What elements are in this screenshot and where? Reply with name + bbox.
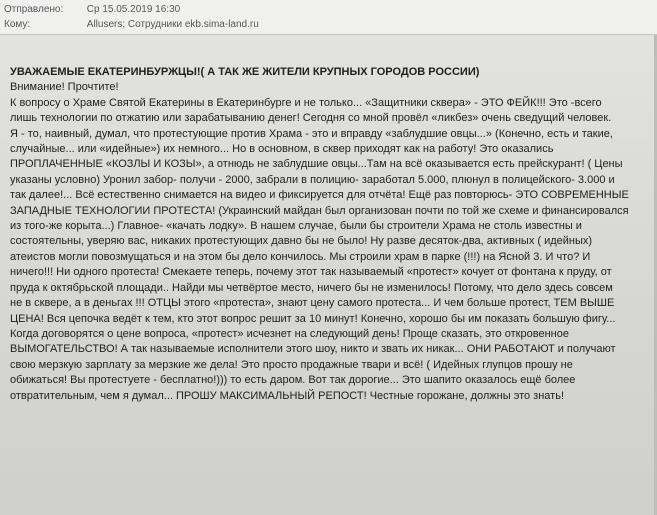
message-line: из того-же корыта...) Главное- «качать лодку». В нашем случае, были бы строители Храма не столь известны и	[10, 220, 582, 233]
message-line: не в сквере, а в деньгах !!! ОТЦЫ этого «протеста», знают цену самого протеста... И чем больше протест, ТЕМ ВЫШЕ	[10, 297, 615, 310]
message-line: Я - то, наивный, думал, что протестующие против Храма - это и вправду «заблудшие овцы...» (Конечно, есть и такие,	[10, 127, 613, 140]
message-line: ЦЕНА! Вся цепочка ведёт к тем, кто этот вопрос решит за 10 минут! Конечно, хорошо бы им показать большую фигу...	[10, 312, 616, 325]
message-line: свою мерзкую зарплату за мерзкие же дела! Это просто продажные твари и всё! ( Идейных глупцов прошу не	[10, 358, 573, 371]
message-line: состоятельны, уверяю вас, никаких протестующих давно бы не было! Ну разве десяток-два, активных ( идейных)	[10, 235, 593, 248]
message-line: ничего!!! Ни одного протеста! Смекаете теперь, почему этот так называемый «протест» кочует от фонтана к пруду, от	[10, 266, 612, 279]
message-line: так далее!... Всё естественно снимается на видео и фиксируется для отчёта! Ещё раз повторюсь- ЭТО СОВРЕМЕННЫЕ	[10, 189, 629, 202]
message-line: ВЫМОГАТЕЛЬСТВО! А так называемые исполнители этого шоу, никто и звать их никак... ОНИ РАБОТАЮТ и получают	[10, 343, 616, 356]
message-line: лишь технологии по отжатию или зарабатыванию денег! Сегодня со мной провёл «ликбез» очень сведущий человек.	[10, 112, 612, 125]
message-line: атеистов могли повозмущаться и на этом бы дело кончилось. Мы строили храм в парке (!!!) на Ясной 3. И что? И	[10, 250, 591, 263]
message-line: Внимание! Прочтите!	[10, 81, 119, 94]
message-line: отвратительным, чем я думал... ПРОШУ МАКСИМАЛЬНЫЙ РЕПОСТ! Честные горожане, должны это знать!	[10, 389, 564, 402]
message-line: ЗАПАДНЫЕ ТЕХНОЛОГИИ ПРОТЕСТА! (Украинский майдан был организован почти по той же схеме и финансировался	[10, 204, 629, 217]
to-label: Кому:	[4, 19, 31, 30]
sent-row	[4, 2, 180, 17]
message-line: случайные... или «идейные») их немного... Но в основном, в сквер приходят как на работу! Это оказались	[10, 143, 554, 156]
to-row	[4, 17, 259, 32]
email-header	[0, 0, 657, 35]
message-line: Когда договорятся о цене вопроса, «протест» исчезнет на следующий день! Проще сказать, это откровенное	[10, 327, 569, 340]
message-line: пруда к октябрьской площади.. Найди мы четвёртое место, ничего бы не изменилось! Потому, что дело здесь совсем	[10, 281, 613, 294]
message-line: обижаться! Вы протестуете - бесплатно!))) то есть даром. Вот так дорогие... Это шапито оказалось ещё более	[10, 374, 576, 387]
to-value[interactable]: Allusers; Сотрудники ekb.sima-land.ru	[86, 19, 259, 30]
message-body	[10, 65, 655, 404]
message-line: ПРОПЛАЧЕННЫЕ «КОЗЛЫ И КОЗЫ», а отнюдь не заблудшие овцы...Там на всё оказывается есть прейскурант! ( Цены	[10, 158, 623, 171]
message-line: указаны условно) Уронил забор- получи - 2000, забрали в полицию- заработал 5.000, плюнул в полицейского- 3.000 и	[10, 173, 615, 186]
sent-value: Ср 15.05.2019 16:30	[86, 4, 181, 15]
message-title: УВАЖАЕМЫЕ ЕКАТЕРИНБУРЖЦЫ!( А ТАК ЖЕ ЖИТЕЛИ КРУПНЫХ ГОРОДОВ РОССИИ)	[10, 66, 480, 78]
message-body-area	[0, 35, 657, 515]
sent-label: Отправлено:	[4, 4, 64, 15]
message-line: К вопросу о Храме Святой Екатерины в Екатеринбурге и не только... «Защитники сквера» - ЭТО ФЕЙК!!! Это -всего	[10, 96, 602, 109]
